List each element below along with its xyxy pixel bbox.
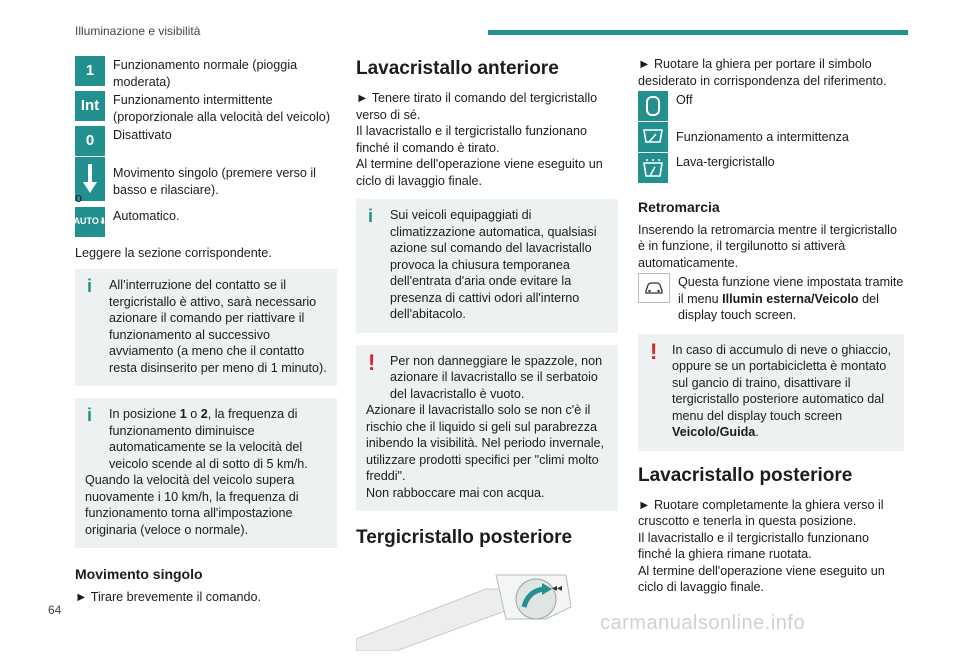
- info-note: [75, 398, 337, 548]
- warning-icon: !: [368, 349, 376, 375]
- wiper-mode-text: Funzionamento normale (pioggia moderata): [113, 58, 298, 89]
- paragraph: Al termine dell'operazione viene eseguito un ciclo di lavaggio finale.: [638, 563, 885, 594]
- warning-note: [356, 345, 618, 512]
- front-washer-heading: Lavacristallo anteriore: [356, 58, 559, 79]
- single-movement-text: ► Tirare brevemente il comando.: [75, 589, 262, 604]
- svg-text:◂◂: ◂◂: [552, 583, 563, 594]
- rear-mode-text: Lava-tergicristallo: [676, 155, 775, 169]
- note-text: Per non danneggiare le spazzole, non azionare il lavacristallo se il serbatoio del lavacristallo è vuoto.: [390, 353, 603, 401]
- note-text: Sui veicoli equipaggiati di climatizzazione automatica, qualsiasi azione sul comando del lavacristallo provoca la chiusura temporanea dell'entrata d'aria onde evitare la presenza di cattivi odori all'interno dell'abitacolo.: [390, 208, 597, 321]
- rear-mode-row: [638, 91, 904, 121]
- wiper-mode-row: [75, 157, 337, 201]
- wiper-mode-text: Disattivato: [113, 128, 172, 142]
- info-icon: i: [87, 276, 93, 296]
- info-icon: i: [368, 206, 374, 226]
- paragraph: Il lavacristallo e il tergicristallo funzionano finché il comando è tirato.: [356, 124, 587, 155]
- info-note: [356, 199, 618, 333]
- header-accent-bar: [488, 30, 908, 35]
- column-right: [638, 56, 904, 596]
- rear-washer-icon: [638, 153, 668, 183]
- watermark: carmanualsonline.info: [600, 612, 806, 634]
- wiper-mode-text: Automatico.: [113, 208, 180, 223]
- wiper-mode-text: Movimento singolo (premere verso il basso e rilasciare).: [113, 166, 316, 197]
- warning-note: [638, 334, 904, 451]
- note-text: Azionare il lavacristallo solo se non c'è il rischio che il liquido si geli sul parabrezza inibendo la visibilità. Nel periodo invernale, utilizzare prodotti specifici per "climi molto freddi".: [366, 403, 605, 483]
- or-text: o: [75, 191, 83, 205]
- column-middle: [356, 56, 618, 656]
- column-left: [75, 56, 337, 605]
- wiper-mode-row: [75, 56, 337, 90]
- speed-1-icon: 1: [75, 56, 105, 86]
- note-text: Non rabboccare mai con acqua.: [366, 485, 545, 500]
- paragraph: Al termine dell'operazione viene eseguito un ciclo di lavaggio finale.: [356, 157, 603, 188]
- car-settings-text: Questa funzione viene impostata tramite il menu Illumin esterna/Veicolo del display touch screen.: [678, 275, 904, 322]
- rear-off-icon: [638, 91, 668, 121]
- paragraph: ► Tenere tirato il comando del tergicristallo verso di sé.: [356, 91, 598, 122]
- note-text: Quando la velocità del veicolo supera nuovamente i 10 km/h, la frequenza di funzionamento torna all'impostazione originaria (veloce o normale).: [85, 473, 299, 537]
- section-title: Illuminazione e visibilità: [75, 24, 201, 38]
- rear-mode-row: [638, 153, 904, 183]
- info-icon: i: [87, 405, 93, 425]
- off-0-icon: 0: [75, 126, 105, 156]
- paragraph: Il lavacristallo e il tergicristallo funzionano finché la ghiera rimane ruotata.: [638, 530, 869, 561]
- rear-mode-row: [638, 122, 904, 152]
- rear-washer-heading: Lavacristallo posteriore: [638, 464, 853, 486]
- wiper-mode-text: Funzionamento intermittente (proporzionale alla velocità del veicolo): [113, 93, 331, 124]
- car-settings-icon: [638, 273, 670, 303]
- rear-intermittent-icon: [638, 122, 668, 152]
- wiper-stalk-illustration: [356, 567, 576, 651]
- wiper-mode-row: [75, 91, 337, 125]
- note-text: In posizione 1 o 2, la frequenza di funzionamento diminuisce automaticamente se la velocità del veicolo scende al di sotto di 5 km/h.: [109, 407, 308, 471]
- note-text: In caso di accumulo di neve o ghiaccio, oppure se un portabicicletta è montato sul gancio di traino, disattivare il tergicristallo posteriore automatico dal menu del display touch screen Veicolo/Guida.: [672, 342, 892, 439]
- rear-mode-text: Off: [676, 93, 693, 107]
- rear-wiper-heading: Tergicristallo posteriore: [356, 527, 573, 548]
- auto-icon: AUTO ⬇: [75, 207, 105, 237]
- note-text: All’interruzione del contatto se il tergicristallo è attivo, sarà necessario azionare il comando per riattivare il funzionamento al successivo avviamento (a meno che il contatto resta disinserito per meno di 1 minuto).: [109, 278, 327, 375]
- reverse-heading: Retromarcia: [638, 199, 720, 215]
- paragraph: ► Ruotare la ghiera per portare il simbolo desiderato in corrispondenza del riferimento.: [638, 57, 887, 88]
- car-settings-row: [638, 273, 904, 324]
- paragraph: ► Ruotare completamente la ghiera verso il cruscotto e tenerla in questa posizione.: [638, 497, 884, 528]
- rear-mode-text: Funzionamento a intermittenza: [676, 130, 849, 144]
- paragraph: Inserendo la retromarcia mentre il tergicristallo è in funzione, il tergilunotto si attiverà automaticamente.: [638, 222, 897, 270]
- single-movement-heading: Movimento singolo: [75, 566, 203, 582]
- wiper-mode-row: [75, 126, 337, 156]
- page-number: 64: [48, 603, 62, 617]
- intermittent-icon: Int: [75, 91, 105, 121]
- wiper-mode-row: [75, 207, 337, 237]
- warning-icon: !: [650, 338, 658, 364]
- info-note: [75, 269, 337, 386]
- read-section-text: Leggere la sezione corrispondente.: [75, 245, 272, 260]
